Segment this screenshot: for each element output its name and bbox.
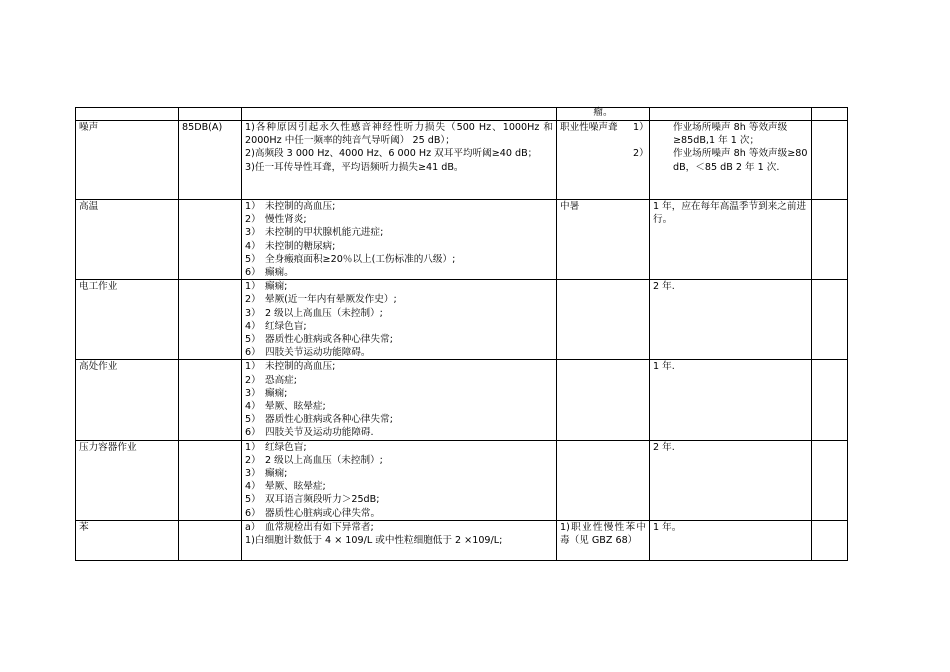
condition-item: 2） 2 级以上高血压（未控制）; [245,454,383,466]
condition-item: 1)各种原因引起永久性感音神经性听力损失（500 Hz、1000Hz 和 2000Hz 中任一频率的纯音气导听阈） 25 dB）； [245,122,553,147]
cell-disease [557,360,650,440]
cell-job-name: 电工作业 [76,280,179,360]
condition-item: 3） 癫痫; [245,468,288,480]
period-item: 2） 作业场所噪声 8h 等效声级≥80 dB，＜85 dB 2 年 1 次. [633,148,808,173]
condition-item: 1） 未控制的高血压; [245,361,336,373]
cell-text: 瘤。 [593,107,613,118]
condition-item: 4） 晕厥、眩晕症; [245,401,326,413]
cell-empty [812,121,848,200]
cell-empty [812,200,848,280]
cell-empty [76,108,179,121]
table-row-benzene [76,520,848,560]
cell-job-name: 高温 [76,200,179,280]
condition-item: 3)任一耳传导性耳聋，平均语频听力损失≥41 dB。 [245,161,464,173]
cell-period: 1 年，应在每年高温季节到来之前进行。 [650,200,812,280]
condition-item: 3） 癫痫; [245,387,288,399]
cell-period [633,121,812,200]
condition-item: 6） 器质性心脏病或心律失常。 [245,507,381,519]
cell-conditions [242,121,557,200]
condition-item: a） 血常规检出有如下异常者; [245,521,374,533]
condition-item: 6） 四肢关节及运动功能障碍. [245,427,374,439]
cell-conditions [242,440,557,520]
condition-item: 1） 红绿色盲; [245,441,307,453]
cell-empty [812,440,848,520]
table-row-top [76,108,848,121]
condition-item: 6） 癫痫。 [245,267,294,279]
cell-job-name: 压力容器作业 [76,440,179,520]
table-row-electrician [76,280,848,360]
cell-empty [179,108,242,121]
cell-factor [179,200,242,280]
table-row-pressure-vessel [76,440,848,520]
cell-empty [812,108,848,121]
condition-item: 3） 未控制的甲状腺机能亢进症; [245,227,384,239]
condition-item: 2)高频段 3 000 Hz、4000 Hz、6 000 Hz 双耳平均听阈≥40 dB； [245,148,538,160]
cell-job-name: 高处作业 [76,360,179,440]
cell-conditions [242,520,557,560]
cell-disease: 1)职业性慢性苯中毒（见 GBZ 68） [557,520,650,560]
cell-disease: 中暑 [557,200,650,280]
condition-item: 6） 四肢关节运动功能障碍。 [245,347,371,359]
cell-empty [242,108,557,121]
cell-job-name: 噪声 [76,121,179,200]
condition-item: 2） 恐高症; [245,374,298,386]
condition-item: 4） 未控制的糖尿病; [245,240,336,252]
cell-job-name: 苯 [76,520,179,560]
condition-item: 4） 晕厥、眩晕症; [245,481,326,493]
cell-period: 1 年. [650,360,812,440]
table-row-heat [76,200,848,280]
cell-empty [650,108,812,121]
cell-period: 2 年. [650,280,812,360]
cell-factor [179,440,242,520]
cell-factor [179,520,242,560]
condition-item: 5） 双耳语言频段听力＞25dB; [245,494,380,506]
cell-period: 2 年. [650,440,812,520]
cell-factor [179,360,242,440]
condition-item: 2） 慢性肾炎; [245,214,307,226]
cell-empty [812,520,848,560]
table-row-height-work [76,360,848,440]
condition-item: 5） 全身瘢痕面积≥20％以上(工伤标准的八级）; [245,253,456,265]
cell-empty [812,280,848,360]
condition-item: 1)白细胞计数低于 4 × 109/L 或中性粒细胞低于 2 ×109/L; [245,535,503,547]
cell-disease [557,440,650,520]
cell-empty [812,360,848,440]
cell-conditions [242,280,557,360]
condition-item: 1） 癫痫; [245,281,288,293]
exam-table [75,107,848,561]
cell-factor: 85DB(A) [179,121,242,200]
condition-item: 5） 器质性心脏病或各种心律失常; [245,334,393,346]
cell-period: 1 年。 [650,520,812,560]
condition-item: 5） 器质性心脏病或各种心律失常; [245,414,393,426]
condition-item: 2） 晕厥(近一年内有晕厥发作史）; [245,294,397,306]
period-item: 1） 作业场所噪声 8h 等效声级≥85dB,1 年 1 次； [633,122,788,147]
cell-disease [557,108,650,121]
cell-disease: 职业性噪声聋 [557,121,650,200]
cell-conditions [242,200,557,280]
condition-item: 4） 红绿色盲; [245,320,307,332]
cell-factor [179,280,242,360]
cell-disease [557,280,650,360]
condition-item: 3） 2 级以上高血压（未控制）; [245,307,383,319]
table-row-noise [76,121,848,200]
cell-conditions [242,360,557,440]
condition-item: 1） 未控制的高血压; [245,201,336,212]
